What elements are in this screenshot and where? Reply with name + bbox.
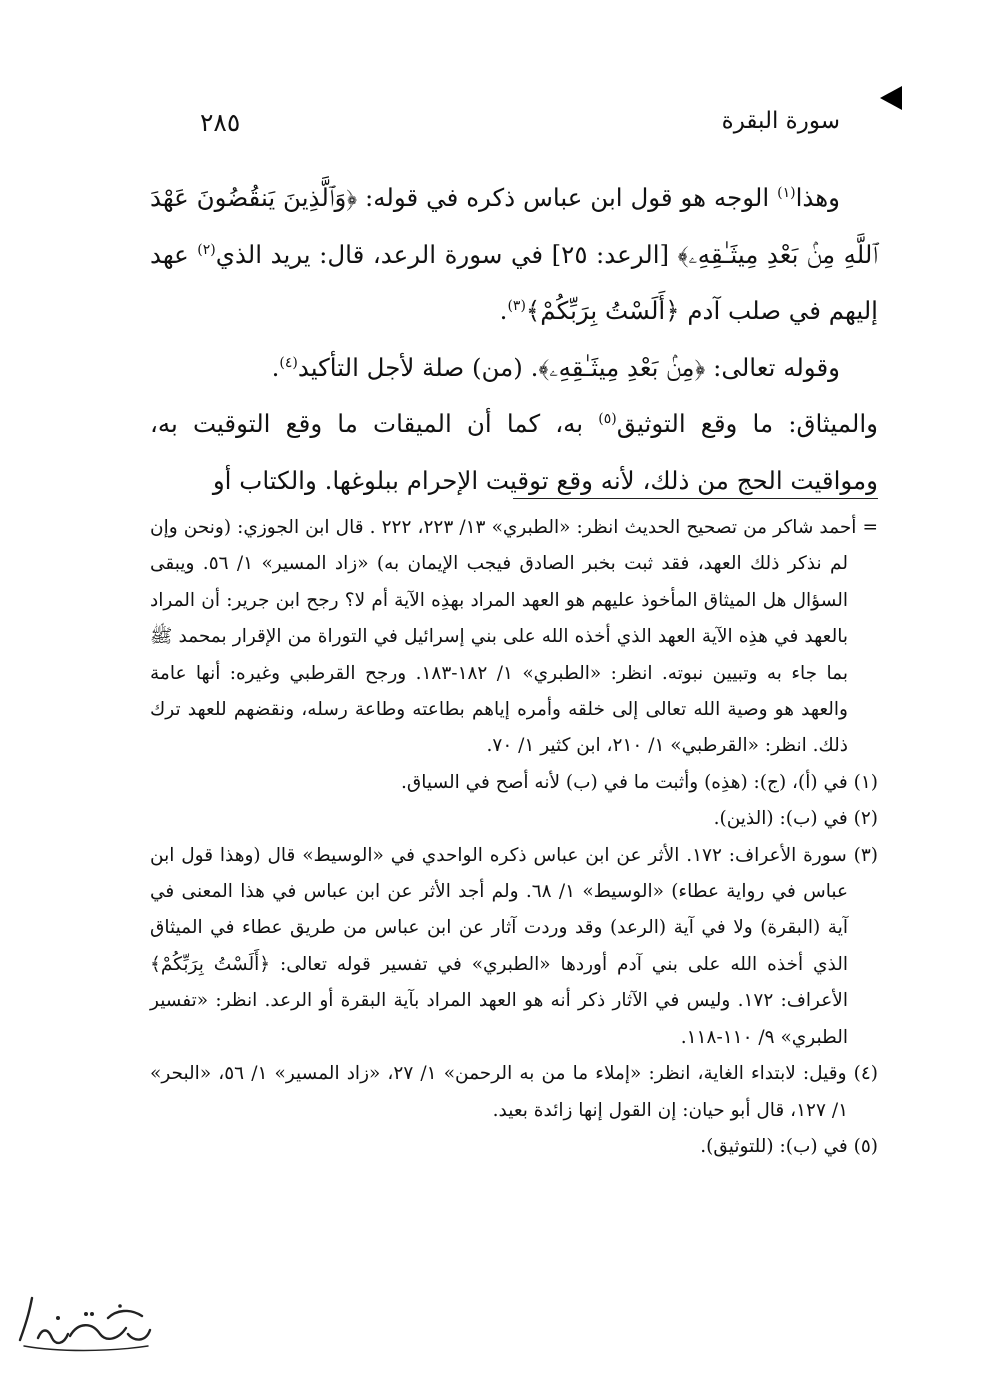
footnotes [150,510,878,1165]
footnote-1: (١) في (أ)، (ج): (هذِه) وأثبت ما في (ب) لأنه أصح في السياق. [401,771,878,793]
footnote-continuation: = أحمد شاكر من تصحيح الحديث انظر: «الطبري» ١٣/ ٢٢٣، ٢٢٢ . قال ابن الجوزي: (ونحن وإن لم نذكر ذلك العهد، فقد ثبت بخبر الصادق فيجب الإيمان به) «زاد المسير» ١/ ٥٦. ويبقى السؤال هل الميثاق المأخوذ عليهم هو العهد المراد بهذِه الآية أم لا؟ رجح ابن جرير: أن المراد بالعهد في هذِه الآية العهد الذي أخذه الله على بني إسرائيل في التوراة من الإقرار بمحمد ﷺ بما جاء به وتبيين نبوته. انظر: «الطبري» ١/ ١٨٢-١٨٣. ورجح القرطبي وغيره: أنها عامة والعهد هو وصية الله تعالى إلى خلقه وأمره إياهم بطاعته وطاعة رسله، ونقضهم للعهد ترك ذلك. انظر: «القرطبي» ١/ ٢١٠، ابن كثير ١/ ٧٠. [150,517,878,757]
paragraph-2 [150,340,878,397]
footnote-ref: (١) [777,184,796,201]
paragraph-3 [150,396,878,509]
footnote-ref: (٢) [197,241,216,258]
surah-title: سورة البقرة [721,108,840,134]
page-corner-triangle-icon [880,86,902,110]
paragraph-1 [150,170,878,340]
calligraphy-logo [8,1288,158,1358]
text-run: وقوله تعالى: ﴿مِنۢ بَعْدِ مِيثَـٰقِهِۦ﴾. (من) صلة لأجل التأكيد [297,352,840,382]
footnote-5: (٥) في (ب): (للتوثيق). [700,1135,878,1157]
text-run: به، كما أن الميقات ما وقع التوقيت به، ومواقيت الحج من ذلك، لأنه وقع توقيت الإحرام ببلوغها. والكتاب أو [150,409,878,495]
text-run: عهد إليهم في صلب آدم ﴿أَلَسْتُ بِرَبِّكُمْ﴾ [150,239,878,325]
footnote-3: (٣) سورة الأعراف: ١٧٢. الأثر عن ابن عباس ذكره الواحدي في «الوسيط» قال (وهذا قول ابن عباس في رواية عطاء) «الوسيط» ١/ ٦٨. ولم أجد الأثر عن ابن عباس في هذا المعنى في آية (البقرة) ولا في آية (الرعد) وقد وردت آثار عن ابن عباس من طريق عطاء في الميثاق الذي أخذه الله على بني آدم أوردها «الطبري» في تفسير قوله تعالى: ﴿أَلَسْتُ بِرَبِّكُمْ﴾ الأعراف: ١٧٢. وليس في الآثار ذكر أنه هو العهد المراد بآية البقرة أو الرعد. انظر: «تفسير الطبري» ٩/ ١١٠-١١٨. [150,844,878,1048]
footnote-ref: (٣) [507,297,526,314]
page-header [200,108,840,148]
main-text [150,170,878,509]
text-run: الوجه هو قول ابن عباس ذكره في قوله: ﴿وَٱلَّذِينَ يَنقُضُونَ عَهْدَ ٱللَّهِ مِنۢ بَعْدِ مِيثَـٰقِهِۦ﴾ [الرعد: ٢٥] في سورة الرعد، قال: يريد الذي [150,183,878,269]
page-number: ٢٨٥ [200,108,241,137]
footnote-ref: (٤) [279,354,298,371]
footnote-separator [513,498,878,499]
text-run: . [499,296,508,325]
footnote-ref: (٥) [598,410,617,427]
text-run: . [271,352,280,382]
text-run: وهذا [795,183,840,212]
footnote-2: (٢) في (ب): (الذين). [713,808,878,830]
text-run: والميثاق: ما وقع التوثيق [616,409,878,438]
footnote-4: (٤) وقيل: لابتداء الغاية، انظر: «إملاء ما من به الرحمن» ١/ ٢٧، «زاد المسير» ١/ ٥٦، «البحر» ١/ ١٢٧، قال أبو حيان: إن القول إنها زائدة بعيد. [150,1063,878,1121]
